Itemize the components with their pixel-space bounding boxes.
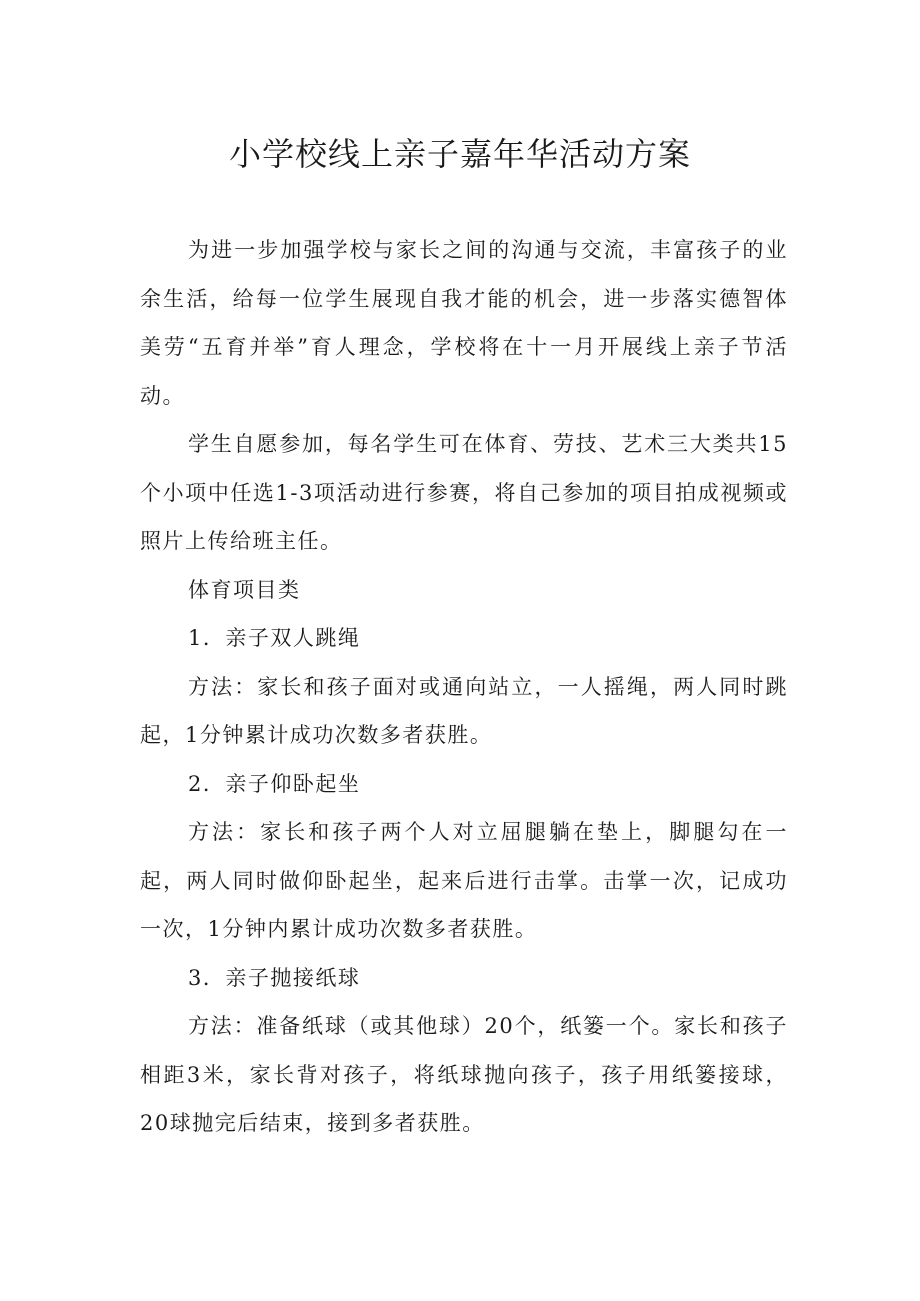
intro-paragraph: 为进一步加强学校与家长之间的沟通与交流，丰富孩子的业余生活，给每一位学生展现自我才能的机会，进一步落实德智体美劳“五育并举”育人理念，学校将在十一月开展线上亲子节活动。	[140, 238, 788, 408]
participation-paragraph: 学生自愿参加，每名学生可在体育、劳技、艺术三大类共15个小项中任选1-3项活动进行参赛，将自己参加的项目拍成视频或照片上传给班主任。	[140, 432, 788, 553]
section-heading: 体育项目类	[188, 577, 301, 602]
item-method: 方法：家长和孩子面对或通向站立，一人摇绳，两人同时跳起，1分钟累计成功次数多者获胜。	[140, 674, 788, 747]
document-body	[140, 226, 788, 1148]
item-heading: 1．亲子双人跳绳	[188, 626, 361, 650]
document-title: 小学校线上亲子嘉年华活动方案	[228, 135, 691, 173]
item-method: 方法：家长和孩子两个人对立屈腿躺在垫上，脚腿勾在一起，两人同时做仰卧起坐，起来后进行击掌。击掌一次，记成功一次，1分钟内累计成功次数多者获胜。	[140, 820, 788, 941]
item-heading: 2．亲子仰卧起坐	[188, 771, 361, 796]
item-method: 方法：准备纸球（或其他球）20个，纸篓一个。家长和孩子相距3米，家长背对孩子，将纸球抛向孩子，孩子用纸篓接球，20球抛完后结束，接到多者获胜。	[140, 1014, 788, 1135]
item-heading: 3．亲子抛接纸球	[188, 965, 361, 990]
